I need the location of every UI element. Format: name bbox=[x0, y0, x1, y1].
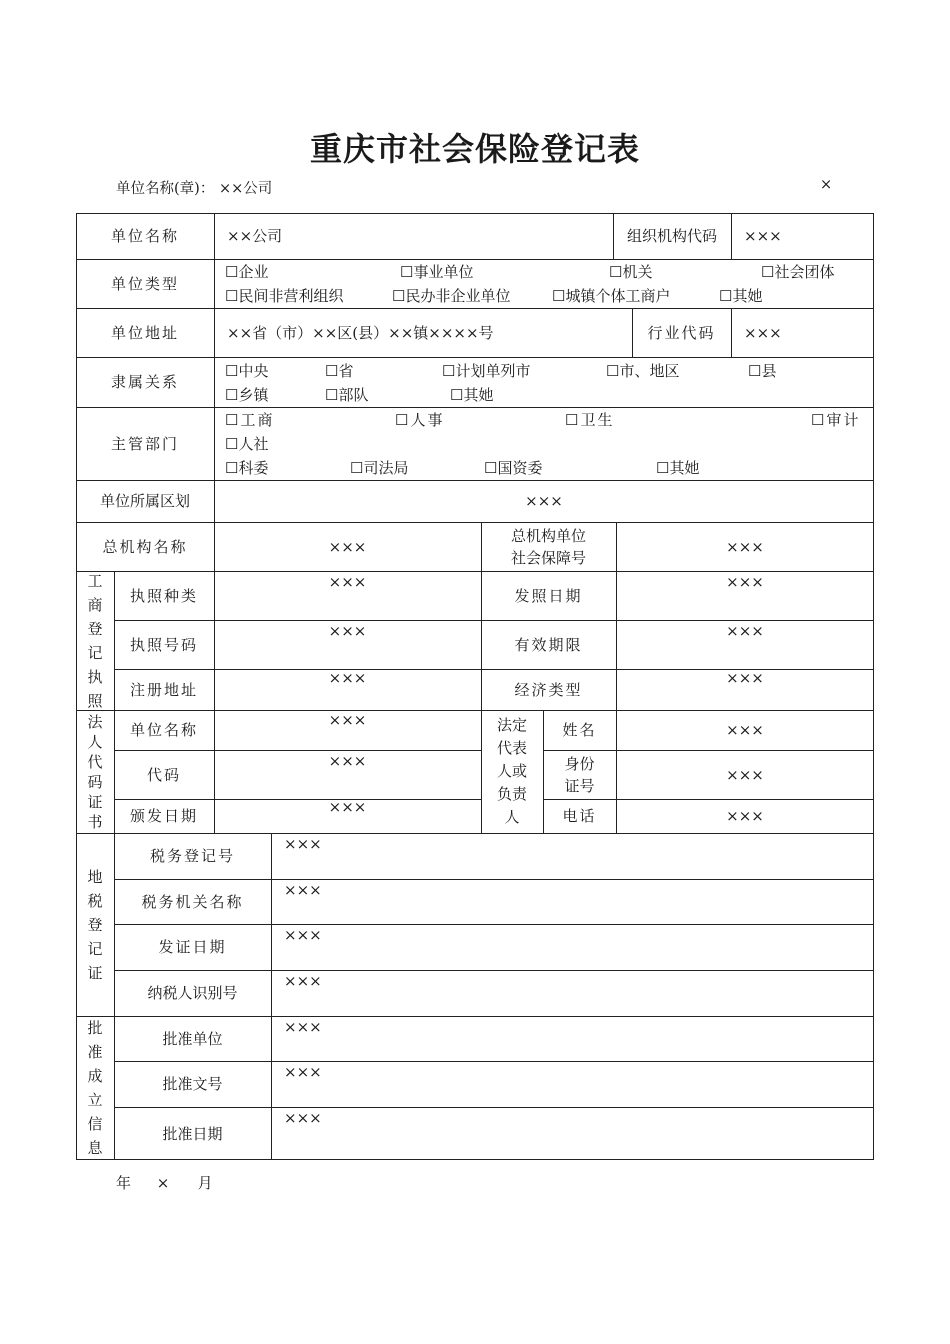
unit-type-option-enterprise[interactable]: ☐企业 bbox=[225, 263, 269, 281]
approval-date-label: 批准日期 bbox=[162, 1124, 223, 1143]
hq-name-label: 总机构名称 bbox=[102, 537, 188, 556]
unit-type-option-other[interactable]: ☐其她 bbox=[719, 287, 763, 305]
approval-section-label: 批 准 成 立 信 息 bbox=[87, 1019, 103, 1157]
footer-year: 年 bbox=[116, 1174, 132, 1192]
license-issue-date-value[interactable]: ××× bbox=[726, 573, 764, 591]
affiliation-option-central[interactable]: ☐中央 bbox=[225, 362, 269, 380]
approval-doc-number-label: 批准文号 bbox=[162, 1075, 223, 1093]
approval-date-value[interactable]: ××× bbox=[284, 1109, 322, 1127]
address-label: 单位地址 bbox=[110, 323, 179, 342]
industry-code-label: 行业代码 bbox=[647, 323, 716, 342]
hq-code-value[interactable]: ××× bbox=[726, 537, 764, 556]
license-validity-value[interactable]: ××× bbox=[726, 622, 764, 640]
license-validity-label: 有效期限 bbox=[514, 635, 583, 654]
registered-address-label: 注册地址 bbox=[129, 680, 198, 699]
unit-type-option-nonprofit[interactable]: ☐民间非营利组织 bbox=[225, 287, 344, 305]
department-option-commerce[interactable]: ☐工商 bbox=[225, 411, 275, 429]
rep-id-value[interactable]: ××× bbox=[726, 765, 764, 784]
rep-id-label bbox=[543, 750, 616, 799]
department-option-personnel[interactable]: ☐人事 bbox=[395, 411, 445, 429]
legal-unit-name-label: 单位名称 bbox=[129, 721, 198, 739]
department-option-health[interactable]: ☐卫生 bbox=[565, 411, 615, 429]
affiliation-option-planned-city[interactable]: ☐计划单列市 bbox=[442, 362, 531, 380]
rep-name-label: 姓名 bbox=[562, 721, 597, 739]
address-value[interactable]: ××省（市）××区(县）××镇××××号 bbox=[227, 324, 494, 342]
legal-code-section-label: 法 人 代 码 证 书 bbox=[87, 712, 103, 831]
affiliation-option-city-region[interactable]: ☐市、地区 bbox=[606, 362, 680, 380]
economic-type-label: 经济类型 bbox=[514, 680, 583, 699]
affiliation-label: 隶属关系 bbox=[110, 373, 179, 391]
unit-type-option-institution[interactable]: ☐事业单位 bbox=[400, 263, 474, 281]
department-option-science[interactable]: ☐科委 bbox=[225, 459, 269, 477]
tax-office-label: 税务机关名称 bbox=[141, 892, 244, 911]
district-label: 单位所属区划 bbox=[99, 492, 190, 510]
department-option-hr-social[interactable]: ☐人社 bbox=[225, 435, 269, 453]
org-code-label: 组织机构代码 bbox=[626, 227, 717, 245]
affiliation-option-province[interactable]: ☐省 bbox=[325, 362, 354, 380]
legal-rep-label: 法定 代表 人或 负责 人 bbox=[496, 716, 527, 826]
header-right-mark: × bbox=[820, 177, 833, 193]
legal-code-label: 代码 bbox=[146, 765, 181, 784]
rep-phone-label: 电话 bbox=[562, 807, 597, 825]
tax-issue-date-label: 发证日期 bbox=[158, 938, 227, 956]
rep-name-value[interactable]: ××× bbox=[726, 721, 764, 739]
license-issue-date-label: 发照日期 bbox=[514, 586, 583, 605]
department-option-audit[interactable]: ☐审计 bbox=[811, 411, 861, 429]
unit-type-option-government[interactable]: ☐机关 bbox=[609, 263, 653, 281]
license-number-label: 执照号码 bbox=[129, 635, 198, 654]
affiliation-option-other[interactable]: ☐其她 bbox=[450, 386, 494, 404]
business-license-section-label: 工 商 登 记 执 照 bbox=[87, 571, 103, 710]
registration-form bbox=[76, 213, 874, 1160]
industry-code-value[interactable]: ××× bbox=[744, 324, 782, 342]
unit-name-value[interactable]: ××公司 bbox=[227, 227, 283, 245]
approval-doc-number-value[interactable]: ××× bbox=[284, 1063, 322, 1081]
unit-name-label: 单位名称 bbox=[110, 227, 179, 245]
unit-name-header bbox=[116, 177, 272, 198]
district-value[interactable]: ××× bbox=[525, 492, 563, 510]
tax-section-label: 地 税 登 记 证 bbox=[87, 867, 103, 982]
approval-unit-label: 批准单位 bbox=[162, 1029, 223, 1048]
registered-address-value[interactable]: ××× bbox=[328, 669, 367, 687]
footer-date bbox=[116, 1172, 213, 1193]
footer-month: 月 bbox=[197, 1174, 213, 1192]
license-type-value[interactable]: ××× bbox=[328, 573, 367, 591]
department-option-sasac[interactable]: ☐国资委 bbox=[484, 459, 543, 477]
economic-type-value[interactable]: ××× bbox=[726, 669, 764, 687]
legal-code-value[interactable]: ××× bbox=[328, 752, 367, 770]
footer-mark: × bbox=[156, 1174, 170, 1192]
hq-code-label-line2: 社会保障号 bbox=[510, 548, 586, 567]
unit-type-option-private-nonenterprise[interactable]: ☐民办非企业单位 bbox=[392, 287, 511, 305]
unit-type-label: 单位类型 bbox=[110, 274, 179, 293]
hq-name-value[interactable]: ××× bbox=[328, 537, 367, 556]
legal-unit-name-value[interactable]: ××× bbox=[328, 711, 367, 729]
affiliation-option-county[interactable]: ☐县 bbox=[748, 362, 777, 380]
tax-issue-date-value[interactable]: ××× bbox=[284, 926, 322, 944]
affiliation-option-army[interactable]: ☐部队 bbox=[325, 386, 369, 404]
department-label: 主管部门 bbox=[110, 434, 179, 453]
rep-phone-value[interactable]: ××× bbox=[726, 807, 764, 825]
license-number-value[interactable]: ××× bbox=[328, 622, 367, 640]
approval-unit-value[interactable]: ××× bbox=[284, 1018, 322, 1036]
affiliation-option-township[interactable]: ☐乡镇 bbox=[225, 386, 269, 404]
department-option-justice[interactable]: ☐司法局 bbox=[350, 459, 409, 477]
license-type-label: 执照种类 bbox=[129, 586, 198, 605]
tax-reg-number-value[interactable]: ××× bbox=[284, 835, 322, 853]
taxpayer-id-value[interactable]: ××× bbox=[284, 972, 322, 990]
legal-issue-date-label: 颁发日期 bbox=[129, 807, 198, 825]
taxpayer-id-label: 纳税人识别号 bbox=[147, 984, 238, 1002]
tax-reg-number-label: 税务登记号 bbox=[149, 847, 235, 865]
hq-code-label bbox=[481, 522, 616, 571]
department-option-other[interactable]: ☐其她 bbox=[656, 459, 700, 477]
tax-office-value[interactable]: ××× bbox=[284, 881, 322, 899]
unit-name-header-label: 单位名称(章)： bbox=[116, 181, 215, 197]
org-code-value[interactable]: ××× bbox=[744, 227, 782, 245]
unit-type-option-individual-business[interactable]: ☐城镇个体工商户 bbox=[552, 287, 671, 305]
page-title: 重庆市社会保险登记表 bbox=[309, 130, 640, 168]
unit-type-option-social-group[interactable]: ☐社会团体 bbox=[761, 263, 835, 281]
rep-id-label-line1: 身份 bbox=[564, 754, 595, 773]
hq-code-label-line1: 总机构单位 bbox=[510, 526, 586, 545]
legal-issue-date-value[interactable]: ××× bbox=[328, 798, 367, 816]
rep-id-label-line2: 证号 bbox=[564, 776, 595, 795]
unit-name-header-value: ××公司 bbox=[218, 181, 273, 197]
